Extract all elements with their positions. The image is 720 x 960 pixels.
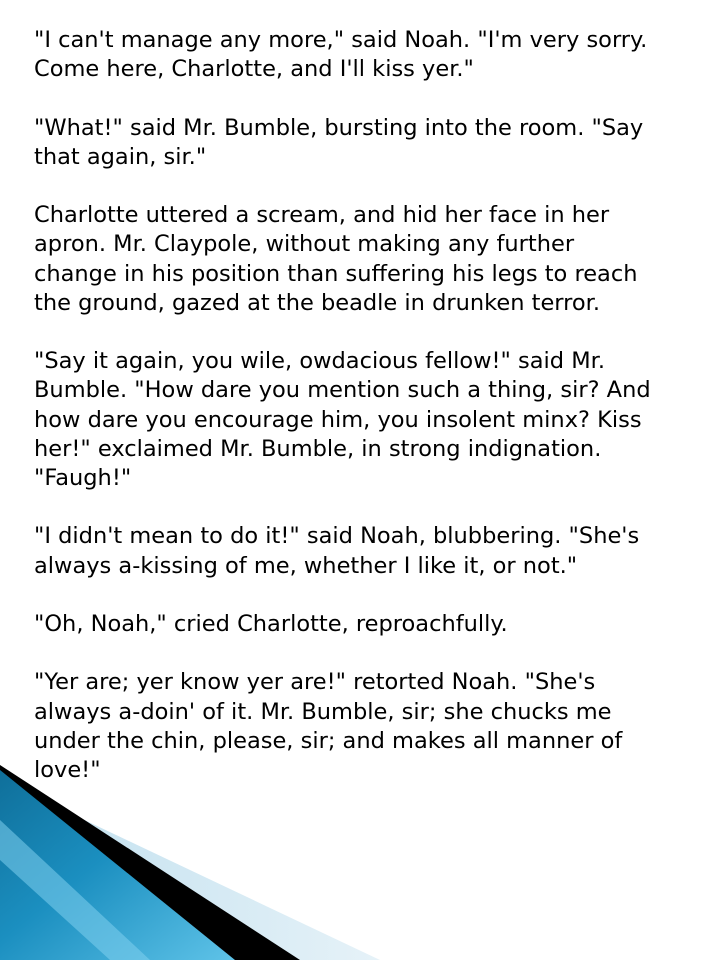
slide-text	[34, 26, 704, 814]
paragraph-noah-blubbering: "I didn't mean to do it!" said Noah, blubbering. "She's always a-kissing of me, whether I like it, or not."	[34, 523, 640, 579]
paragraph-noah-retort: "Yer are; yer know yer are!" retorted Noah. "She's always a-doin' of it. Mr. Bumble, sir; she chucks me under the chin, please, sir; and makes all manner of love!"	[34, 669, 623, 783]
paragraph-bumble-enters: "What!" said Mr. Bumble, bursting into the room. "Say that again, sir."	[34, 114, 644, 170]
paragraph-charlotte-reproach: "Oh, Noah," cried Charlotte, reproachfully.	[34, 610, 508, 637]
paragraph-bumble-indignation: "Say it again, you wile, owdacious fellow!" said Mr. Bumble. "How dare you mention such a thing, sir? And how dare you encourage him, you insolent minx? Kiss her!" exclaimed Mr. Bumble, in strong indignation. "Faugh!"	[34, 348, 651, 491]
paragraph-noah-apology: "I can't manage any more," said Noah. "I'm very sorry. Come here, Charlotte, and I'll kiss yer."	[34, 27, 648, 83]
corner-decoration	[0, 760, 720, 960]
paragraph-charlotte-scream: Charlotte uttered a scream, and hid her face in her apron. Mr. Claypole, without making any further change in his position than suffering his legs to reach the ground, gazed at the beadle in drunken terror.	[34, 202, 638, 316]
